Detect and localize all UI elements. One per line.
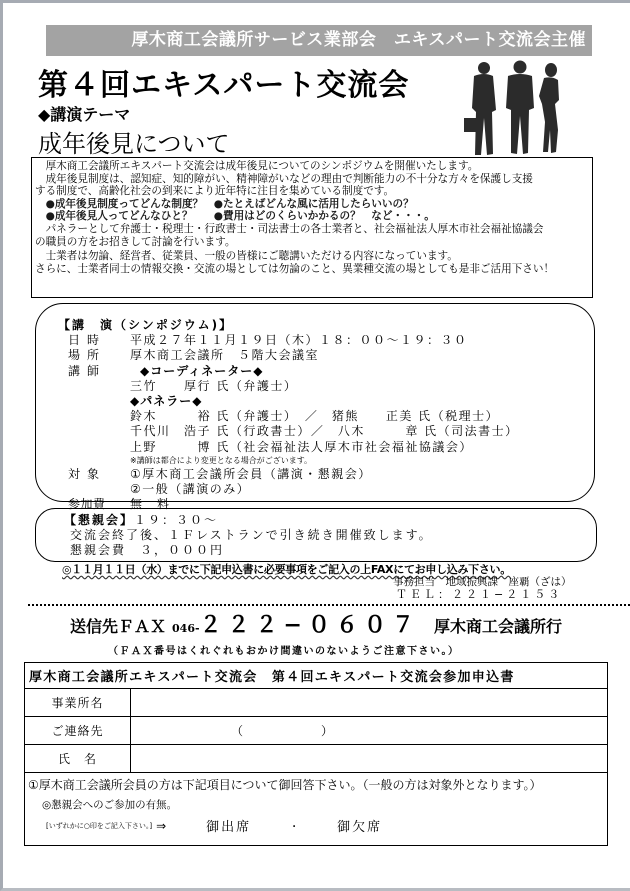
contact-tel: ＴＥＬ：２２１−２１５３ xyxy=(396,588,563,601)
name-field[interactable] xyxy=(131,745,608,773)
party-fee: 懇親会費 ３，０００円 xyxy=(70,543,225,557)
coordinator-name: 三竹 厚行 氏（弁護士） xyxy=(130,378,298,393)
paren-close: ） xyxy=(321,724,334,738)
lecture-heading: 【講 演（シンポジウム)】 xyxy=(58,318,234,332)
intro-line: 士業者は勿論、経営者、従業員、一般の皆様にご聴講いただける内容になっています。 xyxy=(35,250,458,263)
event-title: 第４回エキスパート交流会 xyxy=(38,68,410,103)
panelist-line: 上野 博 氏（社会福祉法人厚木市社会福祉協議会） xyxy=(130,439,473,454)
fee-label: 参加費 xyxy=(68,497,106,512)
arrow-right-icon: ⇒ xyxy=(156,818,167,833)
target-label: 対象 xyxy=(68,466,107,481)
place-value: 厚木商工会議所 ５階大会議室 xyxy=(130,348,320,363)
fax-caution-note: （ＦＡＸ番号はくれぐれもおかけ間違いのないようご注意下さい。） xyxy=(108,646,460,657)
intro-line: さらに、士業者同士の情報交換・交流の場としては勿論のこと、異業種交流の場としても是非ご活用下さい！ xyxy=(35,262,555,275)
member-note: ①厚木商工会議所会員の方は下記項目について御回答下さい。（一般の方は対象外となります。） xyxy=(28,778,542,792)
cut-line-divider xyxy=(28,604,630,606)
business-people-silhouette-icon xyxy=(462,60,572,158)
intro-bullet-line: ●成年後見人ってどんなひと？ ●費用はどのくらいかかるの？ など・・・。 xyxy=(35,210,435,223)
target-row xyxy=(58,467,519,482)
application-form xyxy=(24,662,608,846)
coordinator-heading: ◆コーディネーター◆ xyxy=(140,363,264,378)
panelist-line: 鈴木 裕 氏（弁護士） ／ 猪熊 正美 氏（税理士） xyxy=(130,409,500,424)
fax-destination xyxy=(70,608,562,639)
lecturer-row xyxy=(58,364,519,379)
option-attend[interactable]: 御出席 xyxy=(206,820,252,835)
business-name-field[interactable] xyxy=(131,689,608,717)
member-question-cell xyxy=(25,773,608,846)
intro-line: する制度で、高齢化社会の到来により近年特に注目を集めている制度です。 xyxy=(35,185,395,198)
business-name-label: 事業所名 xyxy=(25,689,131,717)
form-title: 厚木商工会議所エキスパート交流会 第４回エキスパート交流会参加申込書 xyxy=(25,663,608,689)
deadline-notice: ◎１１月１１日（水）までに下記申込書に必要事項をご記入の上FAXにてお申し込み下さい。 xyxy=(62,563,511,576)
organizer-banner: 厚木商工会議所サービス業部会 エキスパート交流会主催 xyxy=(46,25,592,56)
contact-person: 事務担当 地域振興課 座覇（ざは） xyxy=(393,576,572,588)
intro-text-box xyxy=(31,157,593,298)
contact-label: ご連絡先 xyxy=(25,717,131,745)
intro-line: 厚木商工会議所エキスパート交流会は成年後見についてのシンポジウムを開催いたします。 xyxy=(35,160,479,172)
date-value: 平成２７年１１月１９日（木）１８：００〜１９：３０ xyxy=(130,333,468,348)
form-row-contact xyxy=(25,717,608,745)
theme-title: 成年後見について xyxy=(38,130,230,158)
target-member: ①厚木商工会議所会員（講演・懇親会） xyxy=(130,466,372,481)
contact-field[interactable] xyxy=(131,717,608,745)
attendance-choice-row xyxy=(28,816,604,835)
date-row xyxy=(58,333,519,348)
target-general: ②一般（講演のみ） xyxy=(130,482,251,497)
panel-heading: ◆パネラー◆ xyxy=(130,394,203,409)
fax-recipient: 厚木商工会議所行 xyxy=(433,617,562,636)
form-row-name xyxy=(25,745,608,773)
fax-prefix: 送信先ＦＡＸ xyxy=(70,617,167,636)
form-row-business xyxy=(25,689,608,717)
choice-instruction: [いずれかに○印をご記入下さい。] xyxy=(46,821,153,830)
panelist-line: 千代川 浩子 氏（行政書士）／ 八木 章 氏（司法書士） xyxy=(130,424,519,439)
option-separator: ・ xyxy=(289,822,300,833)
fee-value: 無 料 xyxy=(130,497,171,512)
paren-open: （ xyxy=(231,724,244,738)
lecturer-label: 講師 xyxy=(68,363,107,378)
place-row xyxy=(58,348,519,363)
lecturer-change-note: ※講師は都合により変更となる場合がございます。 xyxy=(130,455,313,465)
intro-line: 成年後見制度は、認知症、知的障がい、精神障がいなどの理由で判断能力の不十分な方々を保護し支援 xyxy=(35,172,533,185)
intro-line: の職員の方をお招きして討論を行います。 xyxy=(35,235,236,248)
fax-area-code: 046- xyxy=(172,622,200,635)
intro-bullet-line: ●成年後見制度ってどんな制度？ ●たとえばどんな風に活用したらいいの？ xyxy=(35,197,414,210)
party-heading: 【懇親会】 xyxy=(64,513,135,527)
place-label: 場所 xyxy=(68,348,107,363)
fax-number: ２２２−０６０７ xyxy=(199,612,420,638)
name-label: 氏 名 xyxy=(25,745,131,773)
intro-line: パネラーとして弁護士・税理士・行政書士・司法書士の各士業者と、社会福祉法人厚木市社会福祉協議会 xyxy=(35,222,544,235)
lecture-details xyxy=(58,318,519,512)
theme-label: ◆講演テーマ xyxy=(38,105,131,124)
party-details xyxy=(64,513,433,558)
date-label: 日時 xyxy=(68,333,107,348)
option-absent[interactable]: 御欠席 xyxy=(337,820,383,835)
party-line: 交流会終了後、１Ｆレストランで引き続き開催致します。 xyxy=(70,528,433,542)
party-time: １９：３０〜 xyxy=(134,513,219,527)
party-question: ◎懇親会へのご参加の有無。 xyxy=(42,799,178,811)
